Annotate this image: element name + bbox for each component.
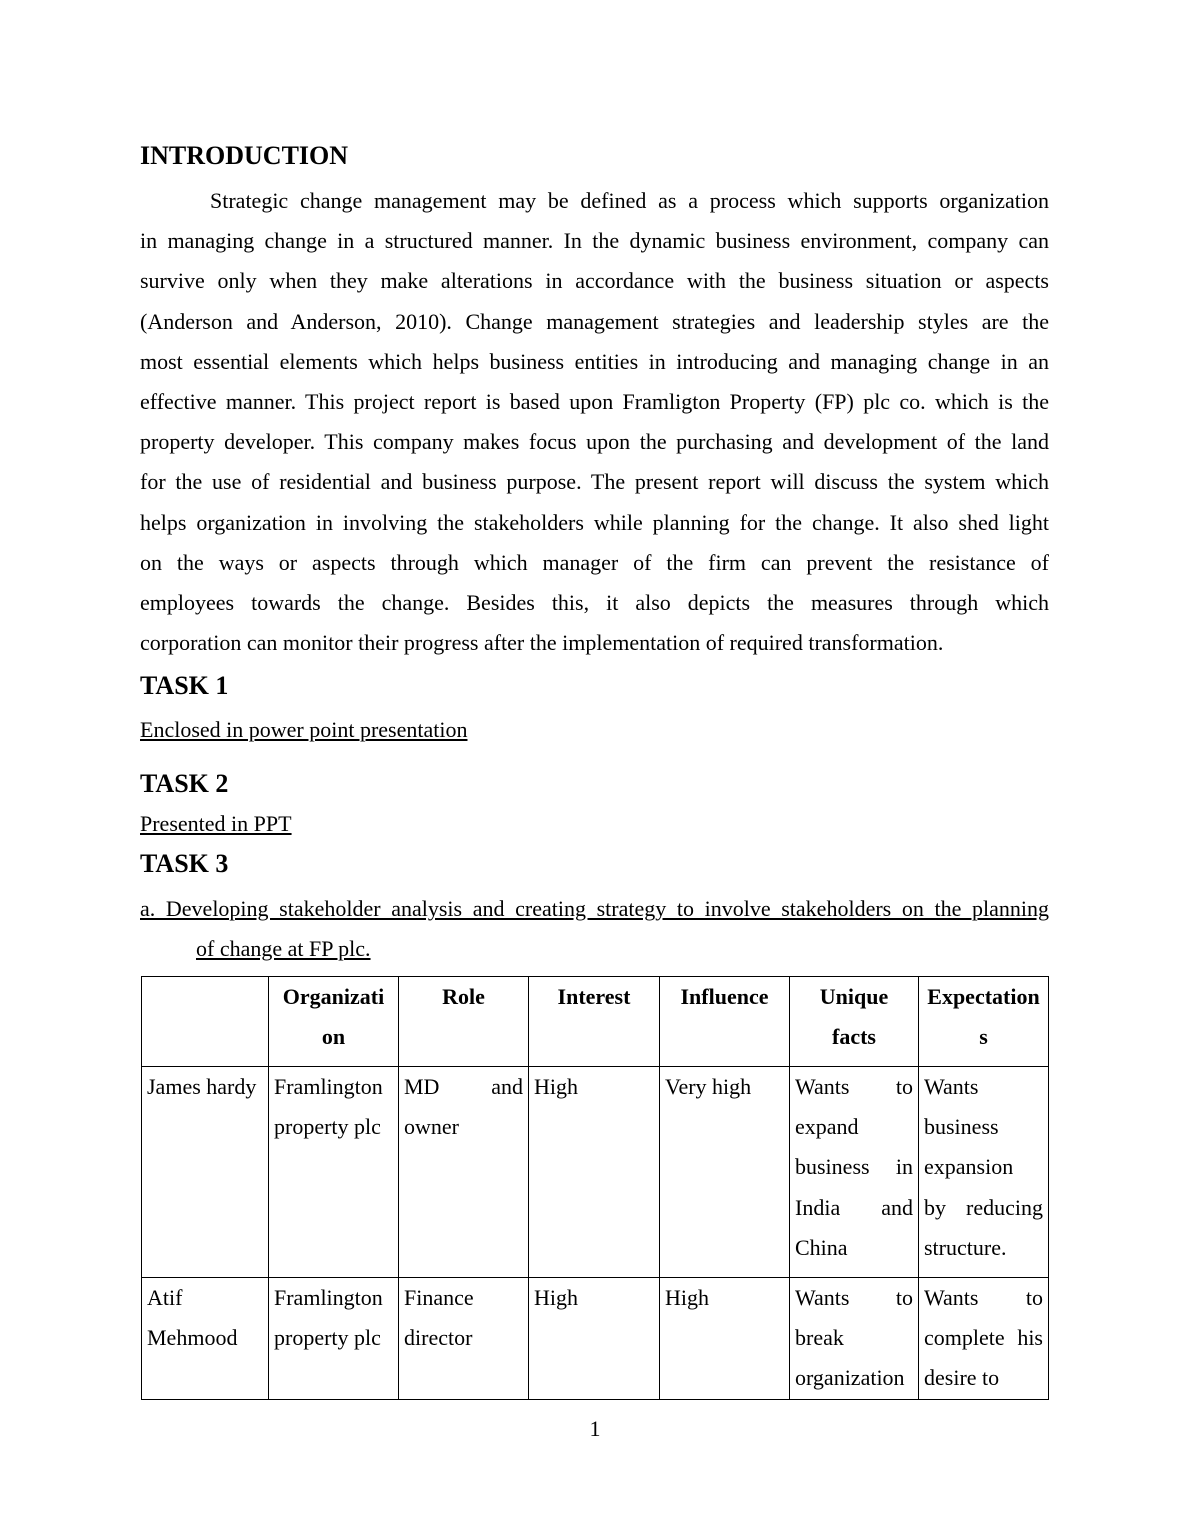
para-line: effective manner. This project report is based upon Framligton Property (FP) plc co. which is the xyxy=(140,389,1049,415)
task1-heading: TASK 1 xyxy=(140,671,229,700)
cell-text: owner xyxy=(404,1114,459,1140)
task2-heading: TASK 2 xyxy=(140,769,229,798)
table-cell-expectations xyxy=(919,1067,1049,1278)
table-header-cell xyxy=(919,977,1049,1067)
cell-text: India and xyxy=(795,1194,913,1220)
table-header-cell xyxy=(660,977,790,1067)
cell-text: High xyxy=(534,1285,578,1310)
cell-text: director xyxy=(404,1325,473,1351)
table-header-cell xyxy=(529,977,660,1067)
table-body xyxy=(142,1067,1049,1400)
cell-text: Very high xyxy=(665,1074,752,1099)
table-header-cell xyxy=(269,977,399,1067)
subheading-line: a. Developing stakeholder analysis and creating strategy to involve stakeholders on the planning xyxy=(140,896,1049,921)
para-line: Strategic change management may be defined as a process which supports organization xyxy=(210,188,1049,213)
para-line: for the use of residential and business purpose. The present report will discuss the system which xyxy=(140,469,1049,495)
cell-text: Wants to xyxy=(924,1285,1043,1310)
header-text: on xyxy=(321,1024,346,1050)
task3-heading: TASK 3 xyxy=(140,849,229,878)
subheading-line: of change at FP plc. xyxy=(196,936,371,961)
cell-text: Mehmood xyxy=(147,1325,238,1351)
header-text: facts xyxy=(832,1024,876,1050)
cell-text: Wants xyxy=(924,1074,979,1099)
header-text: Expectation xyxy=(927,984,1040,1009)
para-line: employees towards the change. Besides this, it also depicts the measures through which xyxy=(140,590,1049,616)
intro-heading: INTRODUCTION xyxy=(140,141,349,170)
table-header-cell xyxy=(399,977,529,1067)
table-cell-interest xyxy=(529,1067,660,1278)
para-line: on the ways or aspects through which manager of the firm can prevent the resistance of xyxy=(140,549,1049,575)
table-cell-role xyxy=(399,1067,529,1278)
header-text: Role xyxy=(442,984,485,1009)
cell-text: by reducing xyxy=(924,1194,1043,1220)
cell-text: organization xyxy=(795,1365,905,1391)
para-line: in managing change in a structured manner. In the dynamic business environment, company can xyxy=(140,228,1049,254)
cell-text: business xyxy=(924,1114,999,1140)
task1-note: Enclosed in power point presentation xyxy=(140,717,468,742)
table-cell-organization xyxy=(269,1278,399,1400)
header-text: Interest xyxy=(557,984,631,1009)
cell-text: High xyxy=(534,1074,578,1099)
table-cell-facts xyxy=(790,1067,919,1278)
cell-text: property plc xyxy=(274,1325,381,1351)
para-line: corporation can monitor their progress after the implementation of required transformation. xyxy=(140,630,944,656)
table-cell-influence xyxy=(660,1067,790,1278)
table-cell-expectations xyxy=(919,1278,1049,1400)
cell-text: Atif xyxy=(147,1285,183,1310)
cell-text: High xyxy=(665,1285,709,1310)
table-cell-facts xyxy=(790,1278,919,1400)
table-row xyxy=(142,1067,1049,1278)
cell-text: break xyxy=(795,1325,844,1351)
para-line: most essential elements which helps business entities in introducing and managing change in an xyxy=(140,348,1049,374)
task2-note: Presented in PPT xyxy=(140,811,292,836)
table-cell-influence xyxy=(660,1278,790,1400)
cell-text: structure. xyxy=(924,1234,1007,1260)
table-header-cell xyxy=(790,977,919,1067)
cell-text: business in xyxy=(795,1154,913,1180)
table-cell-name xyxy=(142,1067,269,1278)
cell-text: Framlington xyxy=(274,1074,383,1099)
cell-text: complete his xyxy=(924,1325,1043,1351)
para-line: (Anderson and Anderson, 2010). Change management strategies and leadership styles are the xyxy=(140,308,1049,334)
para-line: survive only when they make alterations in accordance with the business situation or aspects xyxy=(140,268,1049,294)
table-cell-name xyxy=(142,1278,269,1400)
task3-subheading xyxy=(140,889,1049,969)
cell-text: Framlington xyxy=(274,1285,383,1310)
header-text: Unique xyxy=(819,984,889,1009)
cell-text: Wants to xyxy=(795,1285,913,1310)
table-header-cell xyxy=(142,977,269,1067)
cell-text: Wants to xyxy=(795,1074,913,1099)
cell-text: James hardy xyxy=(147,1074,257,1099)
header-text: Organizati xyxy=(282,984,385,1009)
cell-text: desire to xyxy=(924,1365,1000,1391)
cell-text: Finance xyxy=(404,1285,474,1310)
table-cell-role xyxy=(399,1278,529,1400)
para-line: property developer. This company makes focus upon the purchasing and development of the land xyxy=(140,429,1049,455)
cell-text: MD and xyxy=(404,1074,523,1099)
table-cell-interest xyxy=(529,1278,660,1400)
page-number: 1 xyxy=(589,1416,601,1441)
para-line: helps organization in involving the stakeholders while planning for the change. It also shed light xyxy=(140,509,1049,535)
cell-text: property plc xyxy=(274,1114,381,1140)
intro-paragraph xyxy=(140,181,1049,663)
cell-text: expansion xyxy=(924,1154,1014,1180)
table-cell-organization xyxy=(269,1067,399,1278)
header-text: s xyxy=(979,1024,988,1050)
cell-text: China xyxy=(795,1234,848,1260)
header-text: Influence xyxy=(680,984,769,1009)
table-header-row xyxy=(142,977,1049,1067)
table-row xyxy=(142,1278,1049,1400)
cell-text: expand xyxy=(795,1114,859,1140)
stakeholder-table xyxy=(141,976,1049,1400)
